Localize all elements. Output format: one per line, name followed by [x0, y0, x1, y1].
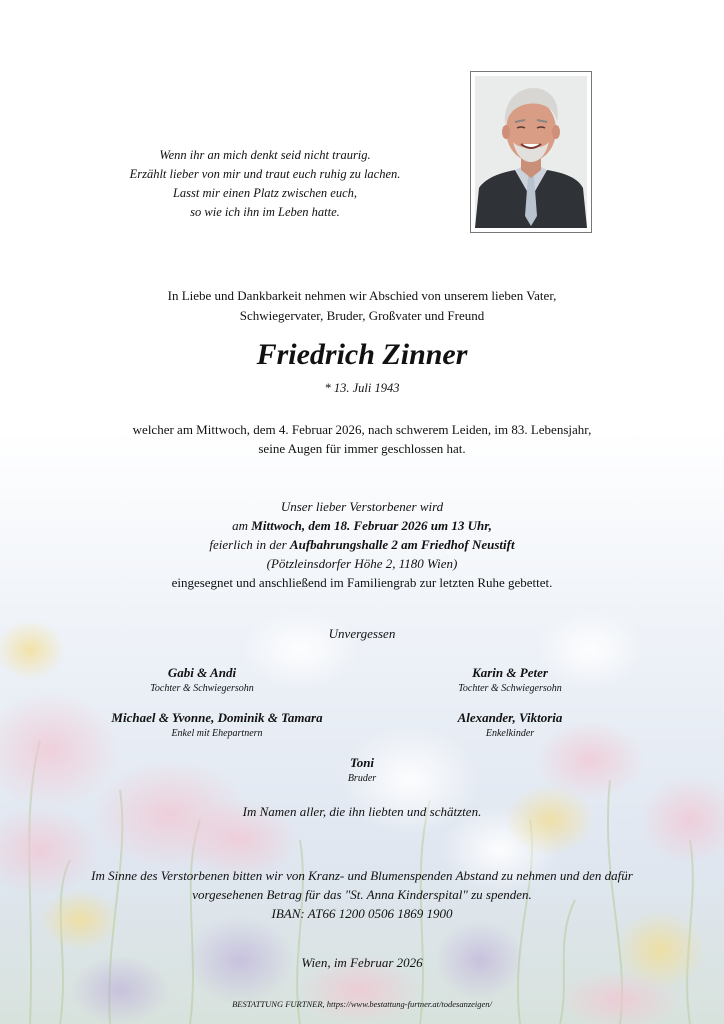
- funeral-address: (Pötzleinsdorfer Höhe 2, 1180 Wien): [266, 556, 458, 571]
- family-member-name: Michael & Yvonne, Dominik & Tamara: [111, 710, 323, 725]
- death-notice: [60, 420, 664, 458]
- unvergessen-heading: Unvergessen: [328, 626, 396, 641]
- family-member-name: Karin & Peter: [472, 665, 548, 680]
- donation-request: [40, 866, 684, 923]
- death-line: welcher am Mittwoch, dem 4. Februar 2026, nach schwerem Leiden, im 83. Lebensjahr,: [132, 422, 592, 437]
- iban: IBAN: AT66 1200 0506 1869 1900: [271, 906, 453, 921]
- funeral-line: Unser lieber Verstorbener wird: [280, 499, 444, 514]
- funeral-date-line: [60, 516, 664, 535]
- family-member: [425, 709, 595, 741]
- poem-line: so wie ich ihn im Leben hatte.: [190, 205, 340, 219]
- family-member: [92, 709, 342, 741]
- family-member-name: Gabi & Andi: [167, 665, 237, 680]
- poem-line: Erzählt lieber von mir und traut euch ruhig zu lachen.: [129, 167, 401, 181]
- poem-line: Lasst mir einen Platz zwischen euch,: [172, 186, 357, 200]
- family-member-relation: Enkelkinder: [485, 728, 535, 739]
- poem: [100, 146, 430, 222]
- intro-line: Schwiegervater, Bruder, Großvater und Freund: [239, 308, 485, 323]
- donation-line: vorgesehenen Betrag für das "St. Anna Kinderspital" zu spenden.: [192, 887, 532, 902]
- poem-line: Wenn ihr an mich denkt seid nicht traurig.: [159, 148, 371, 162]
- family-member-relation: Tochter & Schwiegersohn: [458, 683, 562, 694]
- closing-line: Im Namen aller, die ihn liebten und schätzten.: [242, 804, 482, 819]
- portrait-photo: [475, 76, 587, 228]
- family-member: [117, 664, 287, 696]
- funeral-location-line: [60, 535, 664, 554]
- place-date: Wien, im Februar 2026: [301, 955, 423, 970]
- intro-text: [60, 286, 664, 326]
- funeral-date: Mittwoch, dem 18. Februar 2026 um 13 Uhr,: [251, 518, 492, 533]
- family-member: [312, 754, 412, 786]
- family-member-relation: Enkel mit Ehepartnern: [171, 728, 263, 739]
- family-member-relation: Bruder: [347, 773, 377, 784]
- death-line: seine Augen für immer geschlossen hat.: [258, 441, 466, 456]
- deceased-name: Friedrich Zinner: [256, 338, 468, 371]
- funeral-location-prefix: feierlich in der: [209, 537, 290, 552]
- family-member-relation: Tochter & Schwiegersohn: [150, 683, 254, 694]
- family-member-name: Toni: [349, 755, 375, 770]
- family-member: [425, 664, 595, 696]
- family-member-name: Alexander, Viktoria: [457, 710, 563, 725]
- funeral-date-prefix: am: [232, 518, 252, 533]
- portrait-illustration: [475, 76, 587, 228]
- portrait-frame: [470, 71, 592, 233]
- funeral-location: Aufbahrungshalle 2 am Friedhof Neustift: [289, 537, 515, 552]
- donation-line: Im Sinne des Verstorbenen bitten wir von Kranz- und Blumenspenden Abstand zu nehmen und den dafür: [91, 868, 633, 883]
- funeral-line: eingesegnet und anschließend im Familiengrab zur letzten Ruhe gebettet.: [171, 575, 553, 590]
- footer-credit: BESTATTUNG FURTNER, https://www.bestattung-furtner.at/todesanzeigen/: [232, 999, 492, 1009]
- birth-date: * 13. Juli 1943: [324, 381, 400, 395]
- funeral-info: [60, 497, 664, 592]
- intro-line: In Liebe und Dankbarkeit nehmen wir Abschied von unserem lieben Vater,: [167, 288, 557, 303]
